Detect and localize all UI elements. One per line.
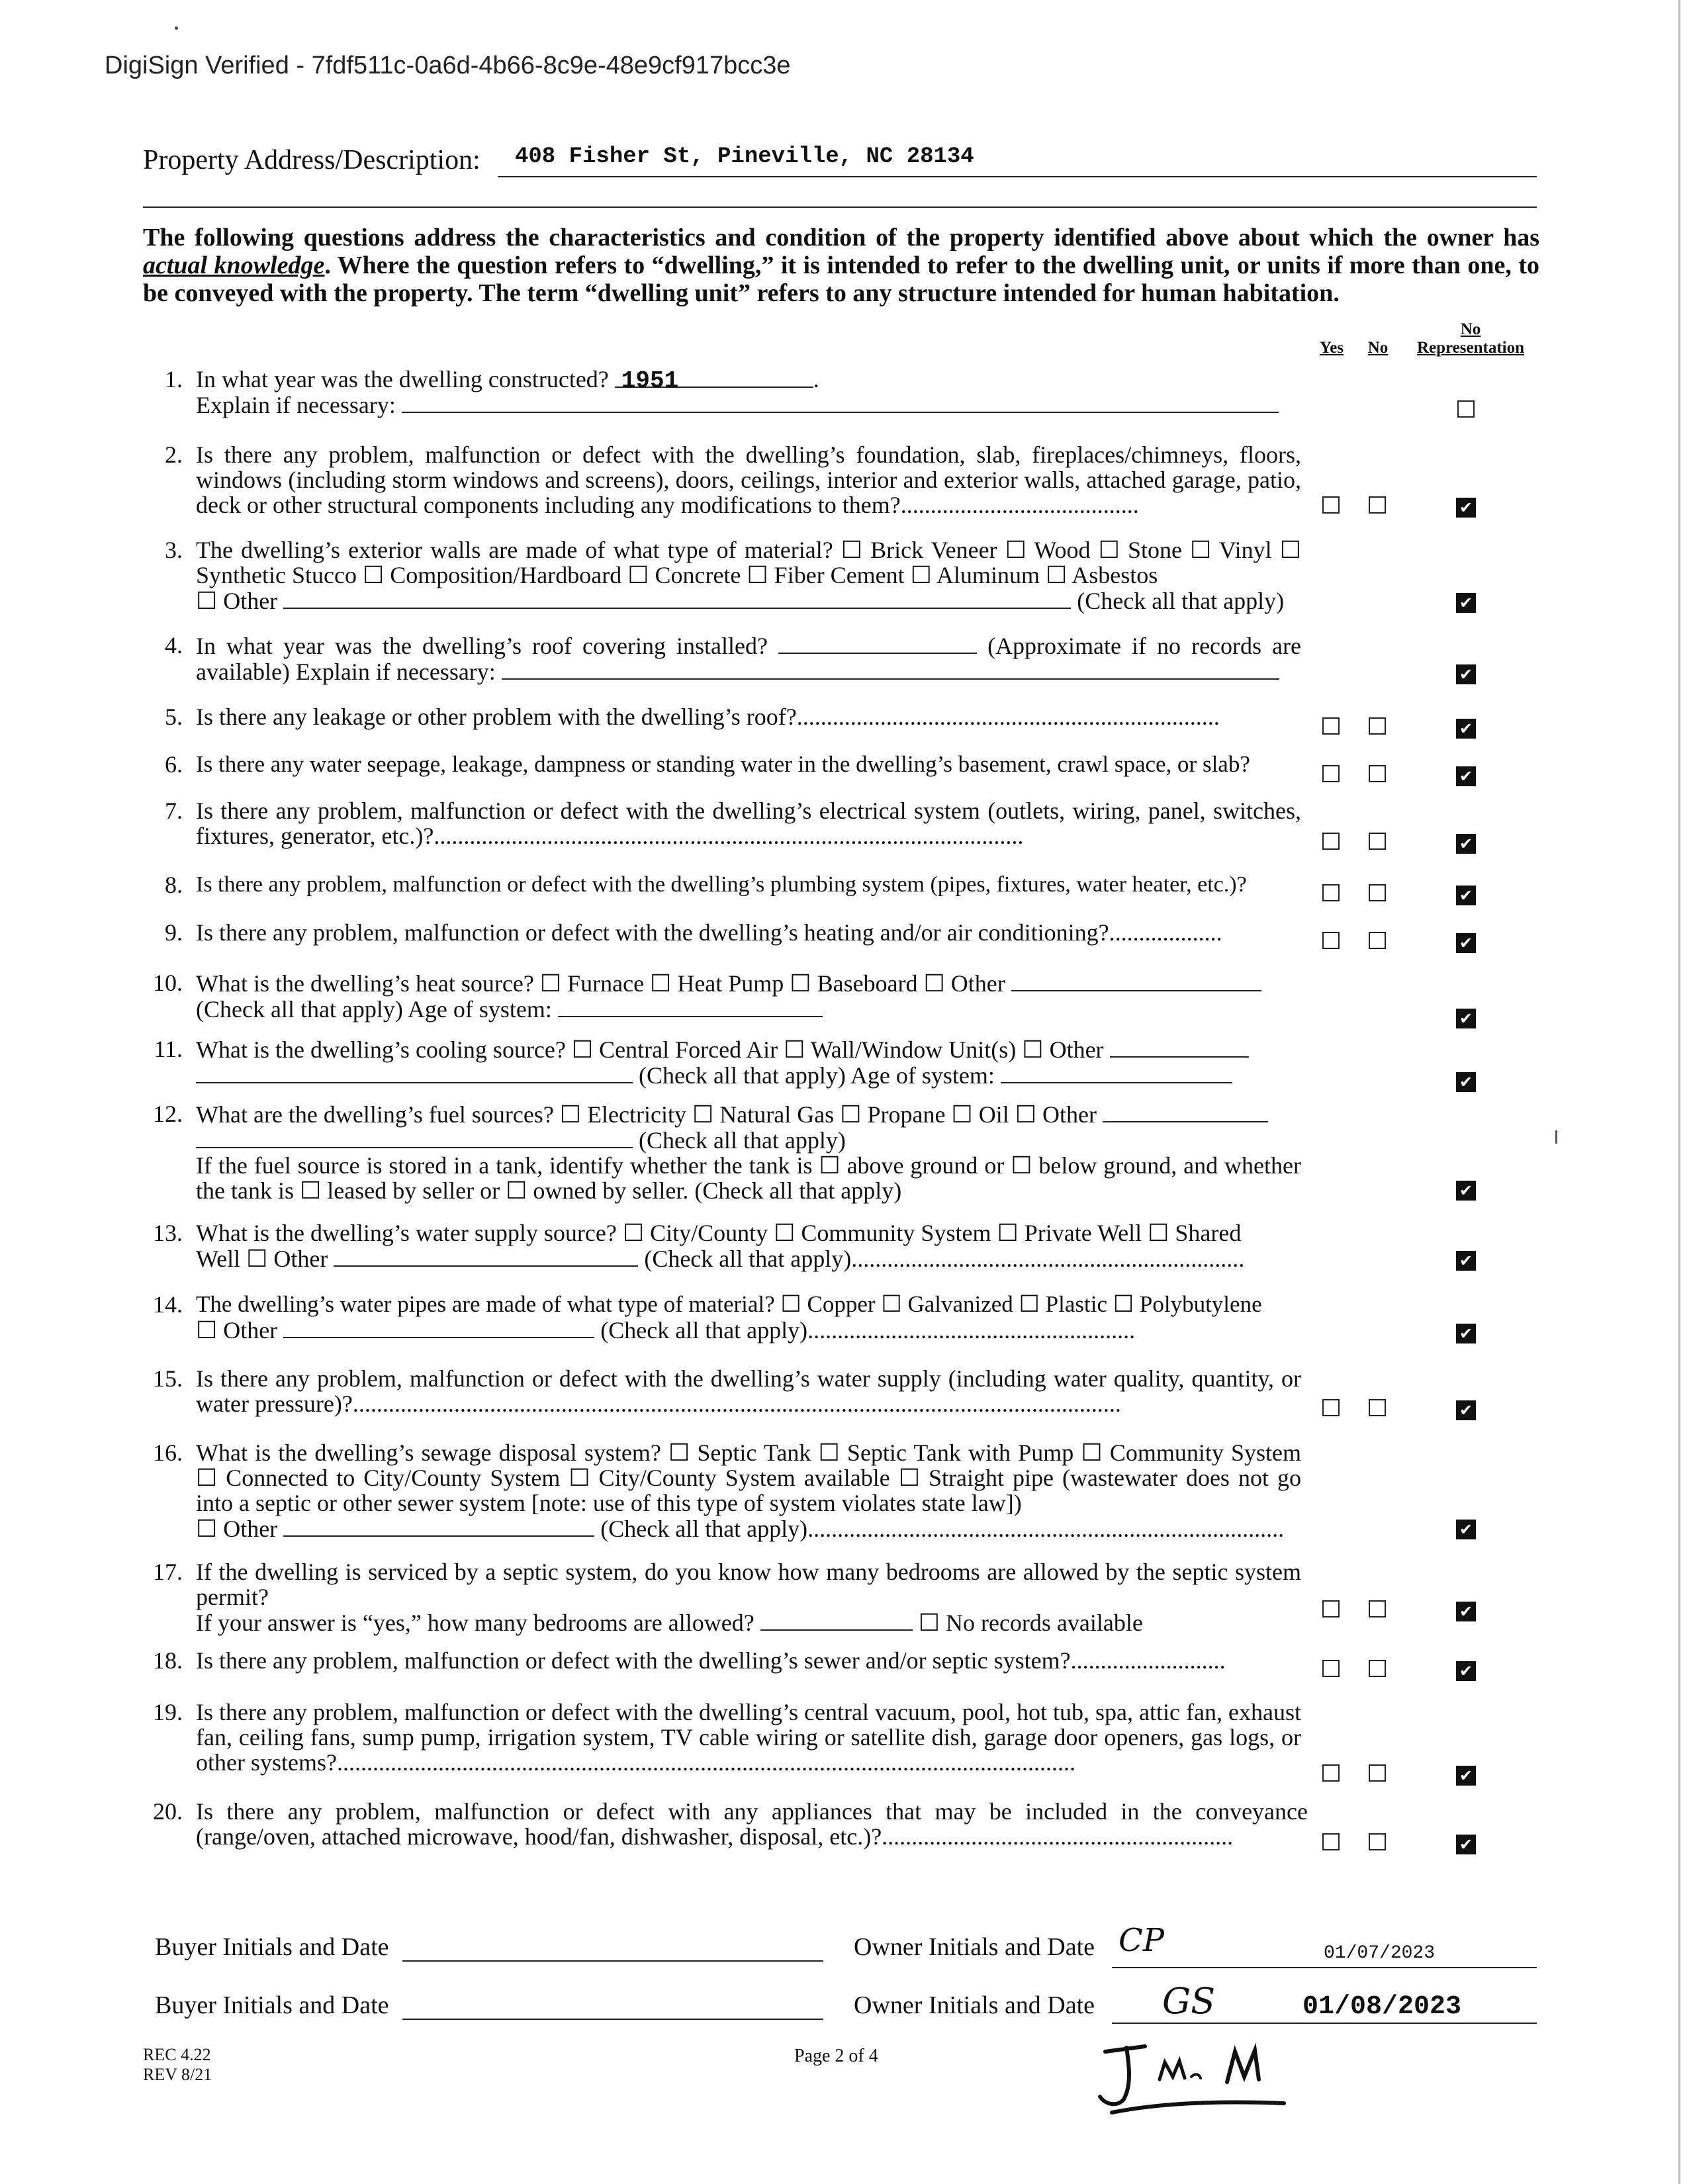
intro-emphasis: actual knowledge — [143, 251, 325, 279]
q3-number: 3. — [165, 537, 183, 563]
q15-text: Is there any problem, malfunction or defect with the dwelling’s water supply (including water quality, quantity, or water pressure)?................................................................................................................................. — [196, 1365, 1301, 1417]
q14-other-label: ☐ Other — [196, 1317, 278, 1343]
q1-year-value: 1951 — [621, 367, 679, 394]
q12-tank-text: If the fuel source is stored in a tank, identify whether the tank is ☐ above ground or ☐ below ground, and whether the tank is ☐ leased by seller or ☐ owned by seller. (Check all that apply) — [196, 1152, 1301, 1204]
q11-number: 11. — [154, 1036, 183, 1062]
q4-text — [196, 633, 1301, 684]
q9-text: Is there any problem, malfunction or defect with the dwelling’s heating and/or air conditioning?................... — [196, 919, 1222, 946]
q4-explain-label: (Approximate if no records are available) Explain if necessary: — [196, 633, 1301, 685]
q7-yes-checkbox[interactable] — [1322, 833, 1340, 850]
q14-other-field[interactable] — [283, 1317, 594, 1338]
q17-prompt: If the dwelling is serviced by a septic system, do you know how many bedrooms are allowed by the septic system permit? — [196, 1559, 1301, 1610]
q2-no-representation-checkbox[interactable]: ✔ — [1456, 498, 1476, 518]
buyer-initials-label-1: Buyer Initials and Date — [155, 1933, 389, 1961]
q12-no-representation-checkbox[interactable]: ✔ — [1456, 1181, 1476, 1201]
q15-number: 15. — [153, 1365, 183, 1392]
q11-age-label: (Check all that apply) Age of system: — [639, 1062, 995, 1089]
q1-text: In what year was the dwelling constructed? 1951 . Explain if necessary: — [196, 367, 1301, 418]
q13-text — [196, 1220, 1301, 1271]
q19-text: Is there any problem, malfunction or defect with the dwelling’s central vacuum, pool, hot tub, spa, attic fan, exhaust fan, ceiling fans, sump pump, irrigation system, TV cable wiring or satellite dish, garage door openers, gas logs, or other systems?............................................................................................................................ — [196, 1699, 1301, 1776]
q14-no-representation-checkbox[interactable]: ✔ — [1456, 1324, 1476, 1343]
q14-instruction: (Check all that apply)....................................................... — [600, 1317, 1136, 1343]
q11-no-representation-checkbox[interactable]: ✔ — [1456, 1072, 1476, 1092]
q18-text: Is there any problem, malfunction or defect with the dwelling’s sewer and/or septic system?.......................... — [196, 1647, 1226, 1674]
q1-prompt: In what year was the dwelling constructed? — [196, 366, 609, 392]
q1-no-representation-checkbox[interactable] — [1457, 400, 1475, 418]
q11-age-field[interactable] — [1001, 1062, 1232, 1083]
q10-age-label: (Check all that apply) Age of system: — [196, 996, 552, 1023]
q9-no-representation-checkbox[interactable]: ✔ — [1456, 933, 1476, 953]
q16-number: 16. — [153, 1439, 183, 1466]
q11-prompt: What is the dwelling’s cooling source? ☐ Central Forced Air ☐ Wall/Window Unit(s) ☐ Other — [196, 1036, 1104, 1063]
q17-yes-checkbox[interactable] — [1322, 1600, 1340, 1617]
q16-instruction: (Check all that apply)................................................................................ — [600, 1516, 1285, 1542]
q11-text — [196, 1036, 1301, 1088]
q19-yes-checkbox[interactable] — [1322, 1764, 1340, 1782]
q4-explain-field[interactable] — [502, 659, 1279, 680]
footer-code: REC 4.22 — [143, 2045, 211, 2064]
q8-no-checkbox[interactable] — [1369, 884, 1386, 901]
q17-no-records: ☐ No records available — [918, 1610, 1143, 1636]
q4-prompt: In what year was the dwelling’s roof covering installed? — [196, 633, 768, 659]
q5-no-checkbox[interactable] — [1369, 717, 1386, 735]
q3-other-label: ☐ Other — [196, 588, 278, 614]
q6-number: 6. — [165, 751, 183, 778]
q19-no-representation-checkbox[interactable]: ✔ — [1456, 1766, 1476, 1786]
digisign-verification: DigiSign Verified - 7fdf511c-0a6d-4b66-8c9e-48e9cf917bcc3e — [105, 52, 791, 79]
q12-text — [196, 1101, 1301, 1203]
address-label: Property Address/Description: — [143, 145, 480, 175]
q7-number: 7. — [165, 797, 183, 824]
q16-other-field[interactable] — [283, 1516, 594, 1537]
q6-text: Is there any water seepage, leakage, dampness or standing water in the dwelling’s basement, crawl space, or slab? — [196, 751, 1250, 777]
q16-no-representation-checkbox[interactable]: ✔ — [1456, 1520, 1476, 1539]
q1-number: 1. — [165, 366, 183, 392]
q8-text: Is there any problem, malfunction or defect with the dwelling’s plumbing system (pipes, fixtures, water heater, etc.)? — [196, 872, 1247, 897]
q17-text — [196, 1559, 1301, 1635]
scan-edge — [1678, 0, 1680, 2184]
q20-no-checkbox[interactable] — [1369, 1833, 1386, 1850]
footer-rev: REV 8/21 — [143, 2065, 212, 2084]
q3-other-field[interactable] — [283, 588, 1071, 609]
q15-yes-checkbox[interactable] — [1322, 1399, 1340, 1416]
q7-no-checkbox[interactable] — [1369, 833, 1386, 850]
q8-no-representation-checkbox[interactable]: ✔ — [1456, 886, 1476, 905]
owner-initials-label-2: Owner Initials and Date — [854, 1991, 1095, 2019]
q18-no-checkbox[interactable] — [1369, 1660, 1386, 1677]
q14-prompt: The dwelling’s water pipes are made of what type of material? ☐ Copper ☐ Galvanized ☐ Plastic ☐ Polybutylene — [196, 1291, 1262, 1317]
q12-other-field-cont[interactable] — [196, 1127, 633, 1148]
q6-yes-checkbox[interactable] — [1322, 765, 1340, 782]
q17-no-checkbox[interactable] — [1369, 1600, 1386, 1617]
scan-mark — [1555, 1130, 1557, 1144]
q12-prompt: What are the dwelling’s fuel sources? ☐ Electricity ☐ Natural Gas ☐ Propane ☐ Oil ☐ Other — [196, 1101, 1097, 1128]
q11-other-field[interactable] — [1110, 1036, 1249, 1058]
q12-other-field[interactable] — [1103, 1101, 1268, 1122]
handwritten-signature-image — [1085, 2038, 1304, 2124]
q3-no-representation-checkbox[interactable]: ✔ — [1456, 593, 1476, 613]
q8-number: 8. — [165, 872, 183, 898]
column-header-nr-line1: No — [1460, 320, 1481, 338]
q2-text: Is there any problem, malfunction or defect with the dwelling’s foundation, slab, fireplaces/chimneys, floors, windows (including storm windows and screens), doors, ceilings, interior and exterior walls, attached garage, patio, deck or other structural components including any modifications to them?........................................ — [196, 441, 1301, 518]
q16-prompt: What is the dwelling’s sewage disposal system? ☐ Septic Tank ☐ Septic Tank with Pump ☐ Community System ☐ Connected to City/County System ☐ City/County System available ☐ Straight pipe (wastewater does not go into a septic or other sewer system [note: use of this type of system violates state law]) — [196, 1439, 1301, 1516]
q18-yes-checkbox[interactable] — [1322, 1660, 1340, 1677]
buyer-initials-label-2: Buyer Initials and Date — [155, 1991, 389, 2019]
q18-number: 18. — [153, 1647, 183, 1674]
scan-dot — [175, 26, 178, 30]
q17-bedrooms-field[interactable] — [760, 1610, 913, 1631]
owner2-initials: GS — [1162, 1980, 1216, 2022]
q3-text — [196, 537, 1301, 614]
column-header-yes: Yes — [1319, 339, 1344, 357]
q14-number: 14. — [153, 1291, 183, 1318]
q5-yes-checkbox[interactable] — [1322, 717, 1340, 735]
q10-other-field[interactable] — [1011, 970, 1261, 991]
q18-no-representation-checkbox[interactable]: ✔ — [1456, 1661, 1476, 1681]
q9-number: 9. — [165, 919, 183, 946]
q20-text: Is there any problem, malfunction or defect with any appliances that may be included in the conveyance (range/oven, attached microwave, hood/fan, dishwasher, disposal, etc.)?........................................................... — [196, 1798, 1308, 1850]
q5-text: Is there any leakage or other problem with the dwelling’s roof?....................................................................... — [196, 704, 1220, 730]
q7-no-representation-checkbox[interactable]: ✔ — [1456, 834, 1476, 854]
q7-text: Is there any problem, malfunction or defect with the dwelling’s electrical system (outlets, wiring, panel, switches, fixtures, generator, etc.)?................................................................................................... — [196, 797, 1301, 849]
q4-number: 4. — [165, 632, 183, 659]
q11-other-field-cont[interactable] — [196, 1062, 633, 1083]
owner-initials-line-1[interactable] — [1112, 1967, 1537, 1968]
q12-instruction: (Check all that apply) — [639, 1127, 846, 1154]
q13-prompt: What is the dwelling’s water supply source? ☐ City/County ☐ Community System ☐ Private Well ☐ Shared — [196, 1220, 1242, 1246]
footer-form-code — [143, 2045, 212, 2085]
q6-no-checkbox[interactable] — [1369, 765, 1386, 782]
owner2-date: 01/08/2023 — [1302, 1992, 1462, 2022]
q9-yes-checkbox[interactable] — [1322, 932, 1340, 949]
q17-no-representation-checkbox[interactable]: ✔ — [1456, 1602, 1476, 1621]
address-underline — [498, 176, 1537, 177]
q1-year-field[interactable] — [615, 367, 813, 394]
q15-no-representation-checkbox[interactable]: ✔ — [1456, 1400, 1476, 1420]
q5-no-representation-checkbox[interactable]: ✔ — [1456, 719, 1476, 739]
q15-no-checkbox[interactable] — [1369, 1399, 1386, 1416]
q10-age-field[interactable] — [558, 996, 823, 1017]
q20-yes-checkbox[interactable] — [1322, 1833, 1340, 1850]
q16-other-label: ☐ Other — [196, 1516, 278, 1542]
q19-number: 19. — [153, 1699, 183, 1725]
owner1-initials: CP — [1118, 1922, 1165, 1959]
q2-no-checkbox[interactable] — [1369, 496, 1386, 514]
footer-page-number: Page 2 of 4 — [794, 2046, 878, 2066]
address-value: 408 Fisher St, Pineville, NC 28134 — [515, 144, 974, 169]
q19-no-checkbox[interactable] — [1369, 1764, 1386, 1782]
intro-part1: The following questions address the characteristics and condition of the property identified above about which the owner has — [143, 224, 1539, 251]
q1-explain-field[interactable] — [402, 392, 1279, 413]
q16-text — [196, 1440, 1301, 1541]
q13-number: 13. — [153, 1220, 183, 1246]
q20-number: 20. — [153, 1798, 183, 1825]
buyer-initials-line-2[interactable] — [402, 2019, 823, 2020]
q13-no-representation-checkbox[interactable]: ✔ — [1456, 1251, 1476, 1271]
buyer-initials-line-1[interactable] — [402, 1960, 823, 1962]
q12-number: 12. — [153, 1101, 183, 1127]
q10-no-representation-checkbox[interactable]: ✔ — [1456, 1009, 1476, 1028]
q10-number: 10. — [153, 970, 183, 996]
owner-initials-line-2[interactable] — [1112, 2023, 1537, 2024]
intro-paragraph — [143, 224, 1539, 307]
q2-yes-checkbox[interactable] — [1322, 496, 1340, 514]
intro-part2: . Where the question refers to “dwelling,” it is intended to refer to the dwelling unit, or units if more than one, to be conveyed with the property. The term “dwelling unit” refers to any structure intended for human habitation. — [143, 251, 1539, 307]
section-separator — [143, 206, 1537, 208]
owner-initials-label-1: Owner Initials and Date — [854, 1933, 1095, 1961]
q3-instruction: (Check all that apply) — [1077, 588, 1285, 614]
q20-no-representation-checkbox[interactable]: ✔ — [1456, 1835, 1476, 1854]
q14-text — [196, 1292, 1301, 1343]
q4-no-representation-checkbox[interactable]: ✔ — [1456, 664, 1476, 684]
q2-number: 2. — [165, 441, 183, 468]
q13-other-label: Well ☐ Other — [196, 1246, 328, 1272]
q9-no-checkbox[interactable] — [1369, 932, 1386, 949]
q3-prompt: The dwelling’s exterior walls are made of what type of material? ☐ Brick Veneer ☐ Wood ☐ Stone ☐ Vinyl ☐ Synthetic Stucco ☐ Composition/Hardboard ☐ Concrete ☐ Fiber Cement ☐ Aluminum ☐ Asbestos — [196, 537, 1301, 588]
q17-bedrooms-label: If your answer is “yes,” how many bedrooms are allowed? — [196, 1610, 754, 1636]
q8-yes-checkbox[interactable] — [1322, 884, 1340, 901]
column-header-no: No — [1367, 339, 1389, 357]
q10-prompt: What is the dwelling’s heat source? ☐ Furnace ☐ Heat Pump ☐ Baseboard ☐ Other — [196, 970, 1005, 997]
owner1-date: 01/07/2023 — [1324, 1943, 1436, 1964]
column-header-no-representation — [1410, 320, 1531, 357]
q17-number: 17. — [153, 1559, 183, 1585]
q4-year-field[interactable] — [778, 633, 977, 654]
q10-text — [196, 970, 1301, 1022]
q1-explain-label: Explain if necessary: — [196, 392, 396, 418]
q5-number: 5. — [165, 704, 183, 730]
column-header-nr-line2: Representation — [1416, 339, 1525, 357]
q13-instruction: (Check all that apply).................................................................. — [644, 1246, 1245, 1272]
q13-other-field[interactable] — [334, 1246, 638, 1267]
q6-no-representation-checkbox[interactable]: ✔ — [1456, 766, 1476, 786]
